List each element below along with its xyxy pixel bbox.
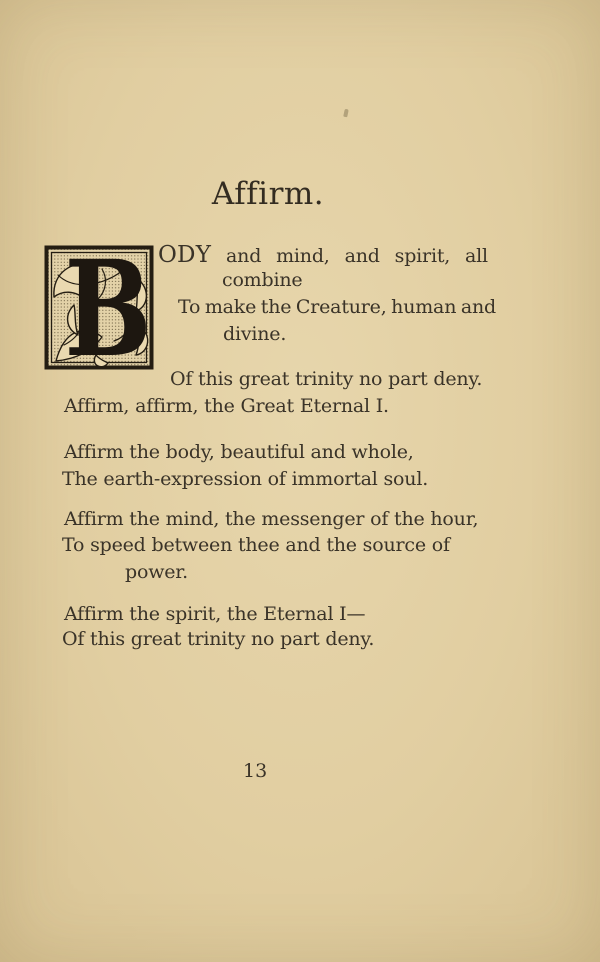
page-number: 13 [243, 760, 268, 782]
poem-line: Of this great trinity no part deny. [170, 368, 483, 390]
scan-speck [343, 109, 349, 118]
poem-line: To speed between thee and the source of [62, 534, 450, 556]
poem-line: Affirm the mind, the messenger of the hour, [64, 508, 479, 530]
poem-line: The earth-expression of immortal soul. [62, 468, 429, 490]
page-title: Affirm. [211, 176, 325, 212]
dropcap-ornament [44, 245, 154, 373]
dropcap-letter: B [64, 245, 152, 373]
poem-line: Affirm, affirm, the Great Eternal I. [64, 395, 389, 417]
poem-line: Of this great trinity no part deny. [62, 628, 375, 650]
poem-line: Affirm the body, beautiful and whole, [64, 441, 414, 463]
poem-line: divine. [223, 323, 287, 345]
poem-line: ODY and mind, and spirit, all [158, 242, 488, 268]
poem-line: combine [222, 269, 303, 291]
poem-lead-word: ODY [158, 242, 212, 268]
poem-line: To make the Creature, human and [178, 296, 496, 318]
poem-line: Affirm the spirit, the Eternal I— [64, 603, 366, 625]
poem-line: power. [125, 561, 188, 583]
